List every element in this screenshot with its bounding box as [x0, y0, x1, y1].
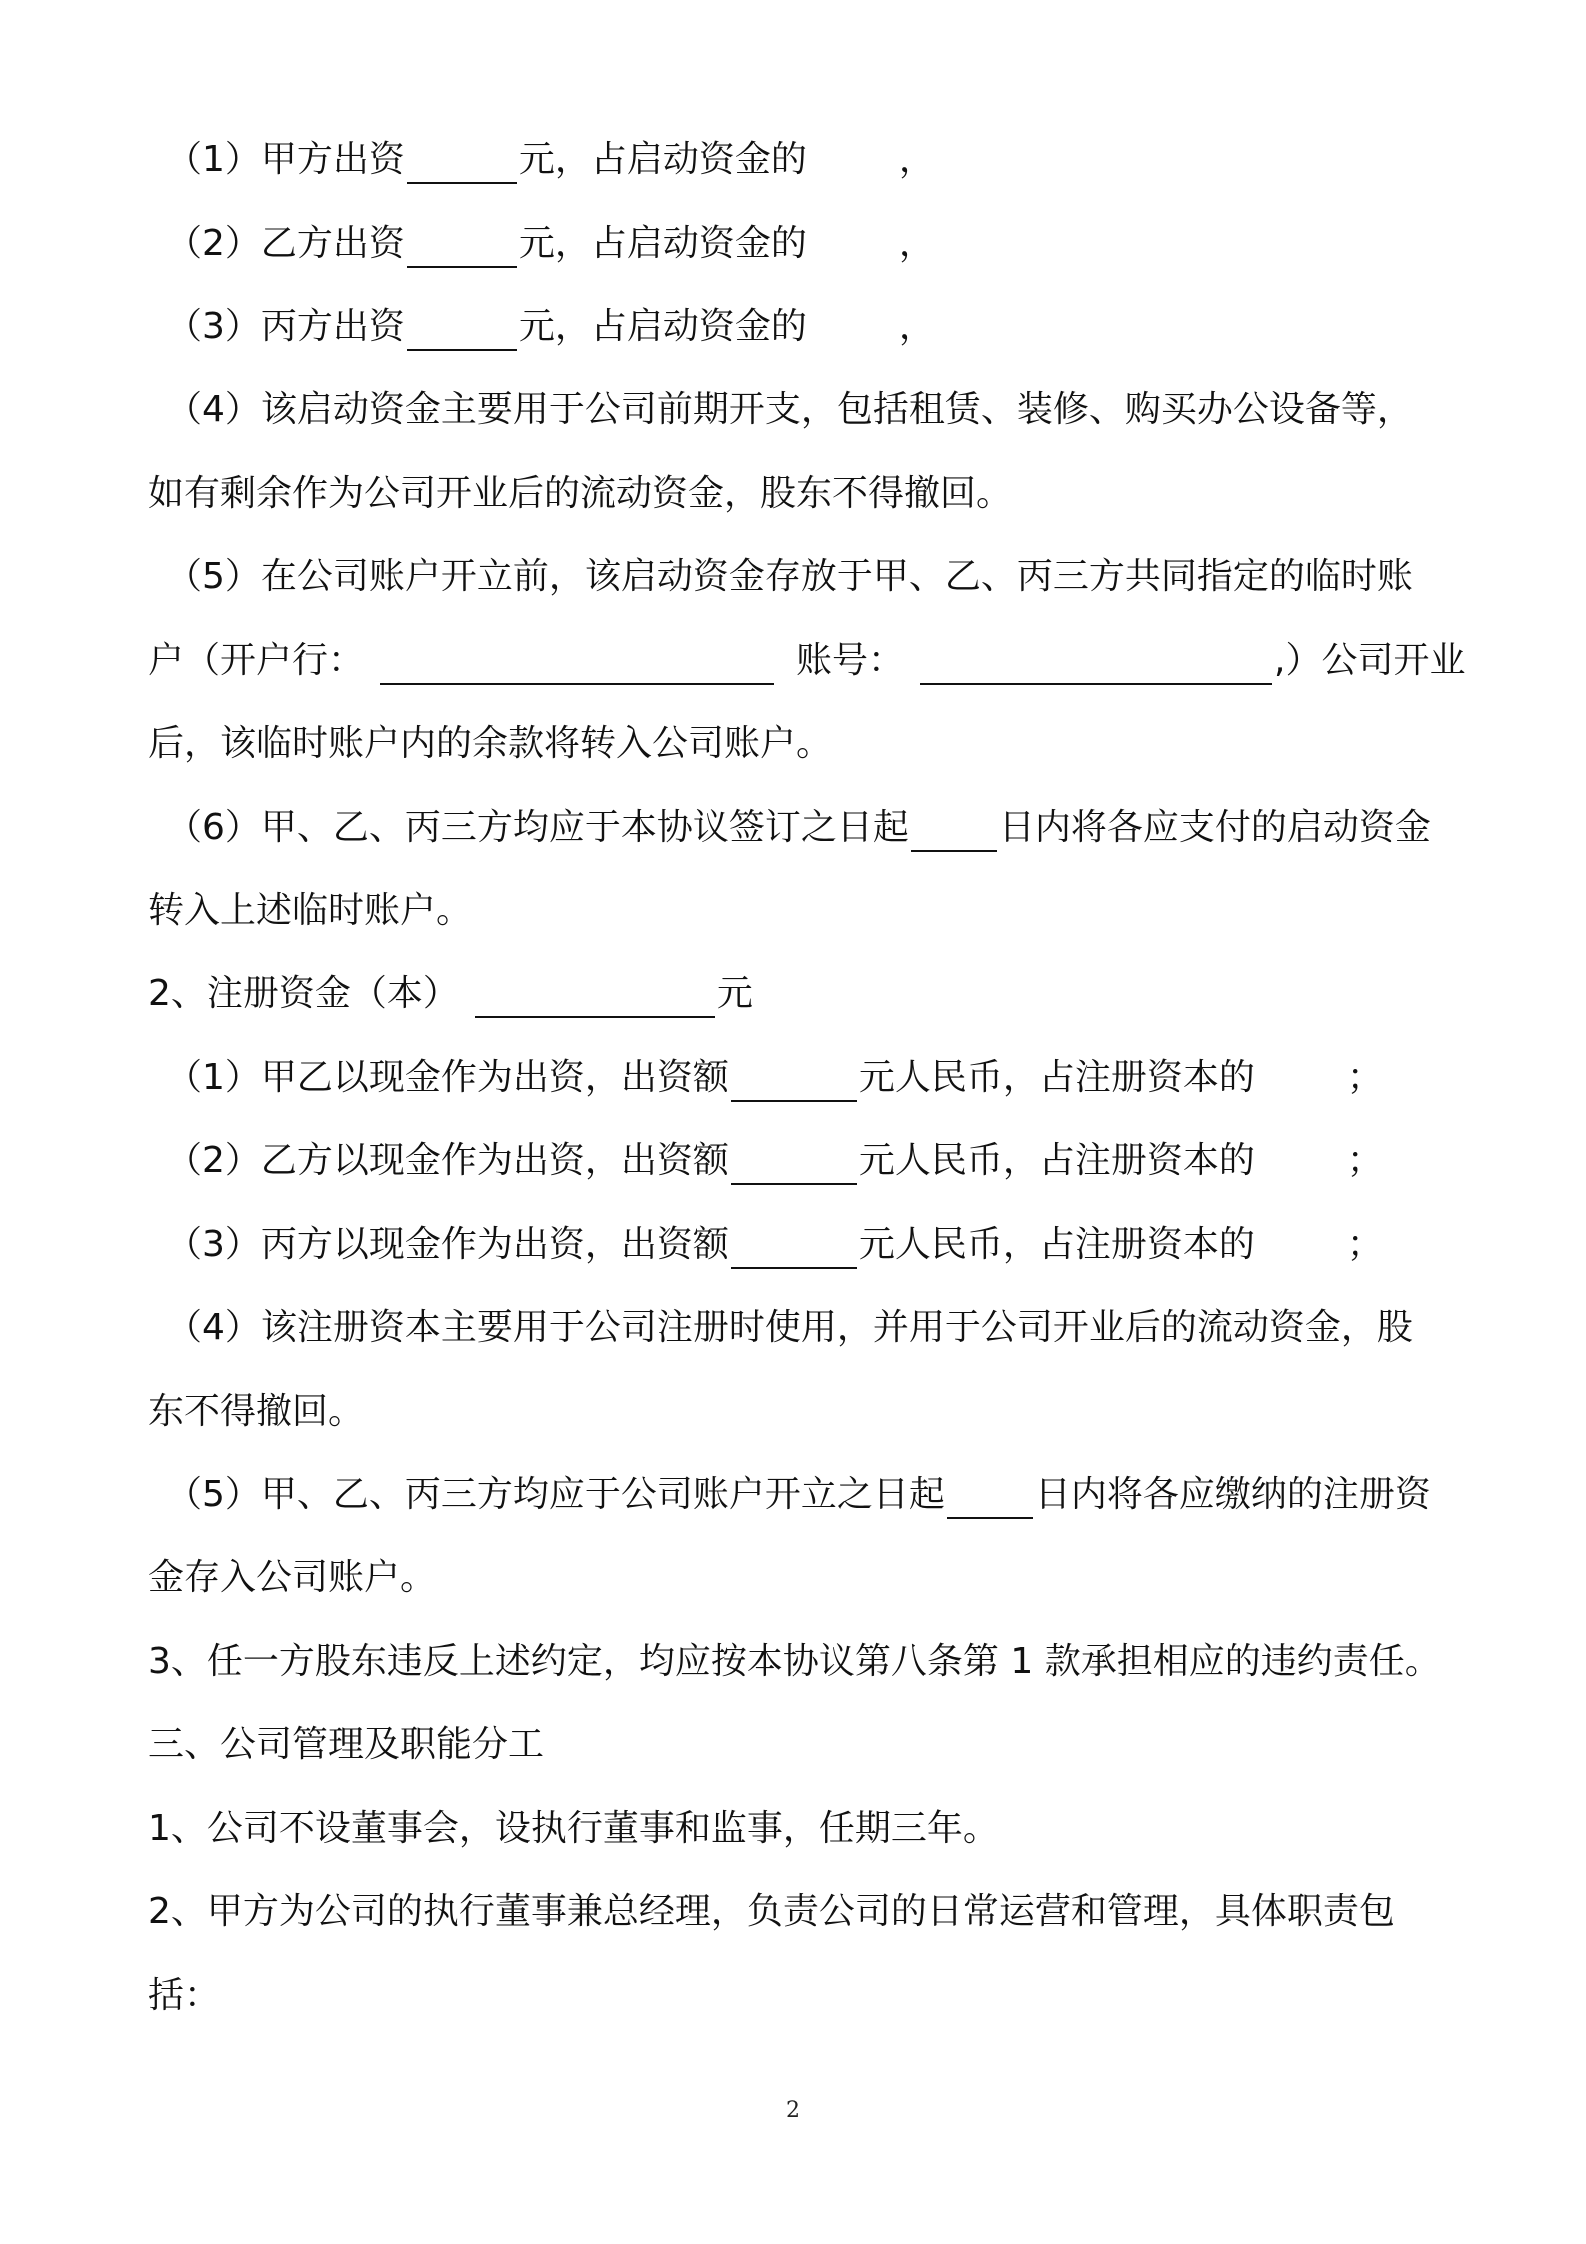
text-segment: 元，占启动资金的	[518, 223, 807, 264]
text-line	[148, 1554, 1458, 1602]
text-line	[166, 1137, 1476, 1185]
text-line	[166, 136, 1476, 184]
fill-in-blank[interactable]	[947, 1477, 1033, 1519]
text-segment: （4）该注册资本主要用于公司注册时使用，并用于公司开业后的流动资金，股	[166, 1307, 1413, 1348]
text-segment: ,）公司开业	[1274, 640, 1466, 681]
text-line	[166, 303, 1476, 351]
text-segment: 元人民币，占注册资本的	[858, 1057, 1255, 1098]
text-segment: 日内将各应支付的启动资金	[998, 807, 1431, 848]
text-segment: ；	[1346, 1140, 1383, 1181]
text-segment: ；	[1346, 1224, 1383, 1265]
text-line	[166, 220, 1476, 268]
text-segment: ，	[898, 139, 935, 180]
section-heading	[148, 1721, 1458, 1769]
page-number: 2	[786, 2098, 800, 2123]
text-segment: （4）该启动资金主要用于公司前期开支，包括租赁、装修、购买办公设备等，	[166, 389, 1413, 430]
text-segment: （2）乙方以现金作为出资，出资额	[166, 1140, 729, 1181]
text-segment: 日内将各应缴纳的注册资	[1034, 1474, 1431, 1515]
text-segment: （1）甲乙以现金作为出资，出资额	[166, 1057, 729, 1098]
text-segment: 元	[716, 973, 753, 1014]
text-segment: 2、注册资金（本）	[148, 973, 459, 1014]
text-line	[166, 804, 1476, 852]
text-line	[148, 1888, 1458, 1936]
text-segment: 金存入公司账户。	[148, 1557, 437, 1598]
text-segment: （3）丙方出资	[166, 306, 405, 347]
text-segment: 括：	[148, 1975, 221, 2016]
text-segment: 账号：	[796, 640, 905, 681]
text-line	[166, 386, 1476, 434]
text-segment: 三、公司管理及职能分工	[148, 1724, 545, 1765]
text-segment: 1、公司不设董事会，设执行董事和监事，任期三年。	[148, 1808, 999, 1849]
text-line	[166, 1221, 1476, 1269]
text-line	[166, 1471, 1476, 1519]
text-line	[148, 720, 1458, 768]
text-segment: （5）甲、乙、丙三方均应于公司账户开立之日起	[166, 1474, 945, 1515]
text-line	[148, 470, 1458, 518]
text-segment: 转入上述临时账户。	[148, 890, 473, 931]
text-segment: 元人民币，占注册资本的	[858, 1224, 1255, 1265]
text-segment: 3、任一方股东违反上述约定，均应按本协议第八条第 1 款承担相应的违约责任。	[148, 1641, 1441, 1682]
text-line	[148, 637, 1466, 685]
text-segment: （5）在公司账户开立前，该启动资金存放于甲、乙、丙三方共同指定的临时账	[166, 556, 1413, 597]
text-segment: （2）乙方出资	[166, 223, 405, 264]
text-segment: ，	[898, 223, 935, 264]
text-segment: 东不得撤回。	[148, 1391, 365, 1432]
text-segment: ；	[1346, 1057, 1383, 1098]
text-segment: 2、甲方为公司的执行董事兼总经理，负责公司的日常运营和管理，具体职责包	[148, 1891, 1395, 1932]
text-segment: 元人民币，占注册资本的	[858, 1140, 1255, 1181]
text-line	[166, 1304, 1476, 1352]
fill-in-blank[interactable]	[407, 142, 517, 184]
text-segment: ，	[898, 306, 935, 347]
fill-in-blank[interactable]	[731, 1060, 857, 1102]
fill-in-blank[interactable]	[475, 976, 715, 1018]
text-line	[148, 1972, 1458, 2020]
fill-in-blank[interactable]	[911, 810, 997, 852]
text-line	[148, 887, 1458, 935]
text-line	[166, 553, 1476, 601]
text-segment: 元，占启动资金的	[518, 306, 807, 347]
text-line	[148, 1805, 1458, 1853]
bank-name-blank[interactable]	[380, 643, 774, 685]
fill-in-blank[interactable]	[731, 1143, 857, 1185]
fill-in-blank[interactable]	[731, 1227, 857, 1269]
text-line	[166, 1054, 1476, 1102]
account-number-blank[interactable]	[920, 643, 1272, 685]
text-line	[148, 1638, 1458, 1686]
fill-in-blank[interactable]	[407, 226, 517, 268]
text-line	[148, 970, 1458, 1018]
text-segment: （6）甲、乙、丙三方均应于本协议签订之日起	[166, 807, 909, 848]
text-line	[148, 1388, 1458, 1436]
text-segment: 如有剩余作为公司开业后的流动资金，股东不得撤回。	[148, 473, 1013, 514]
fill-in-blank[interactable]	[407, 309, 517, 351]
text-segment: 户（开户行：	[148, 640, 365, 681]
text-segment: （1）甲方出资	[166, 139, 405, 180]
text-segment: 元，占启动资金的	[518, 139, 807, 180]
text-segment: 后，该临时账户内的余款将转入公司账户。	[148, 723, 833, 764]
text-segment: （3）丙方以现金作为出资，出资额	[166, 1224, 729, 1265]
